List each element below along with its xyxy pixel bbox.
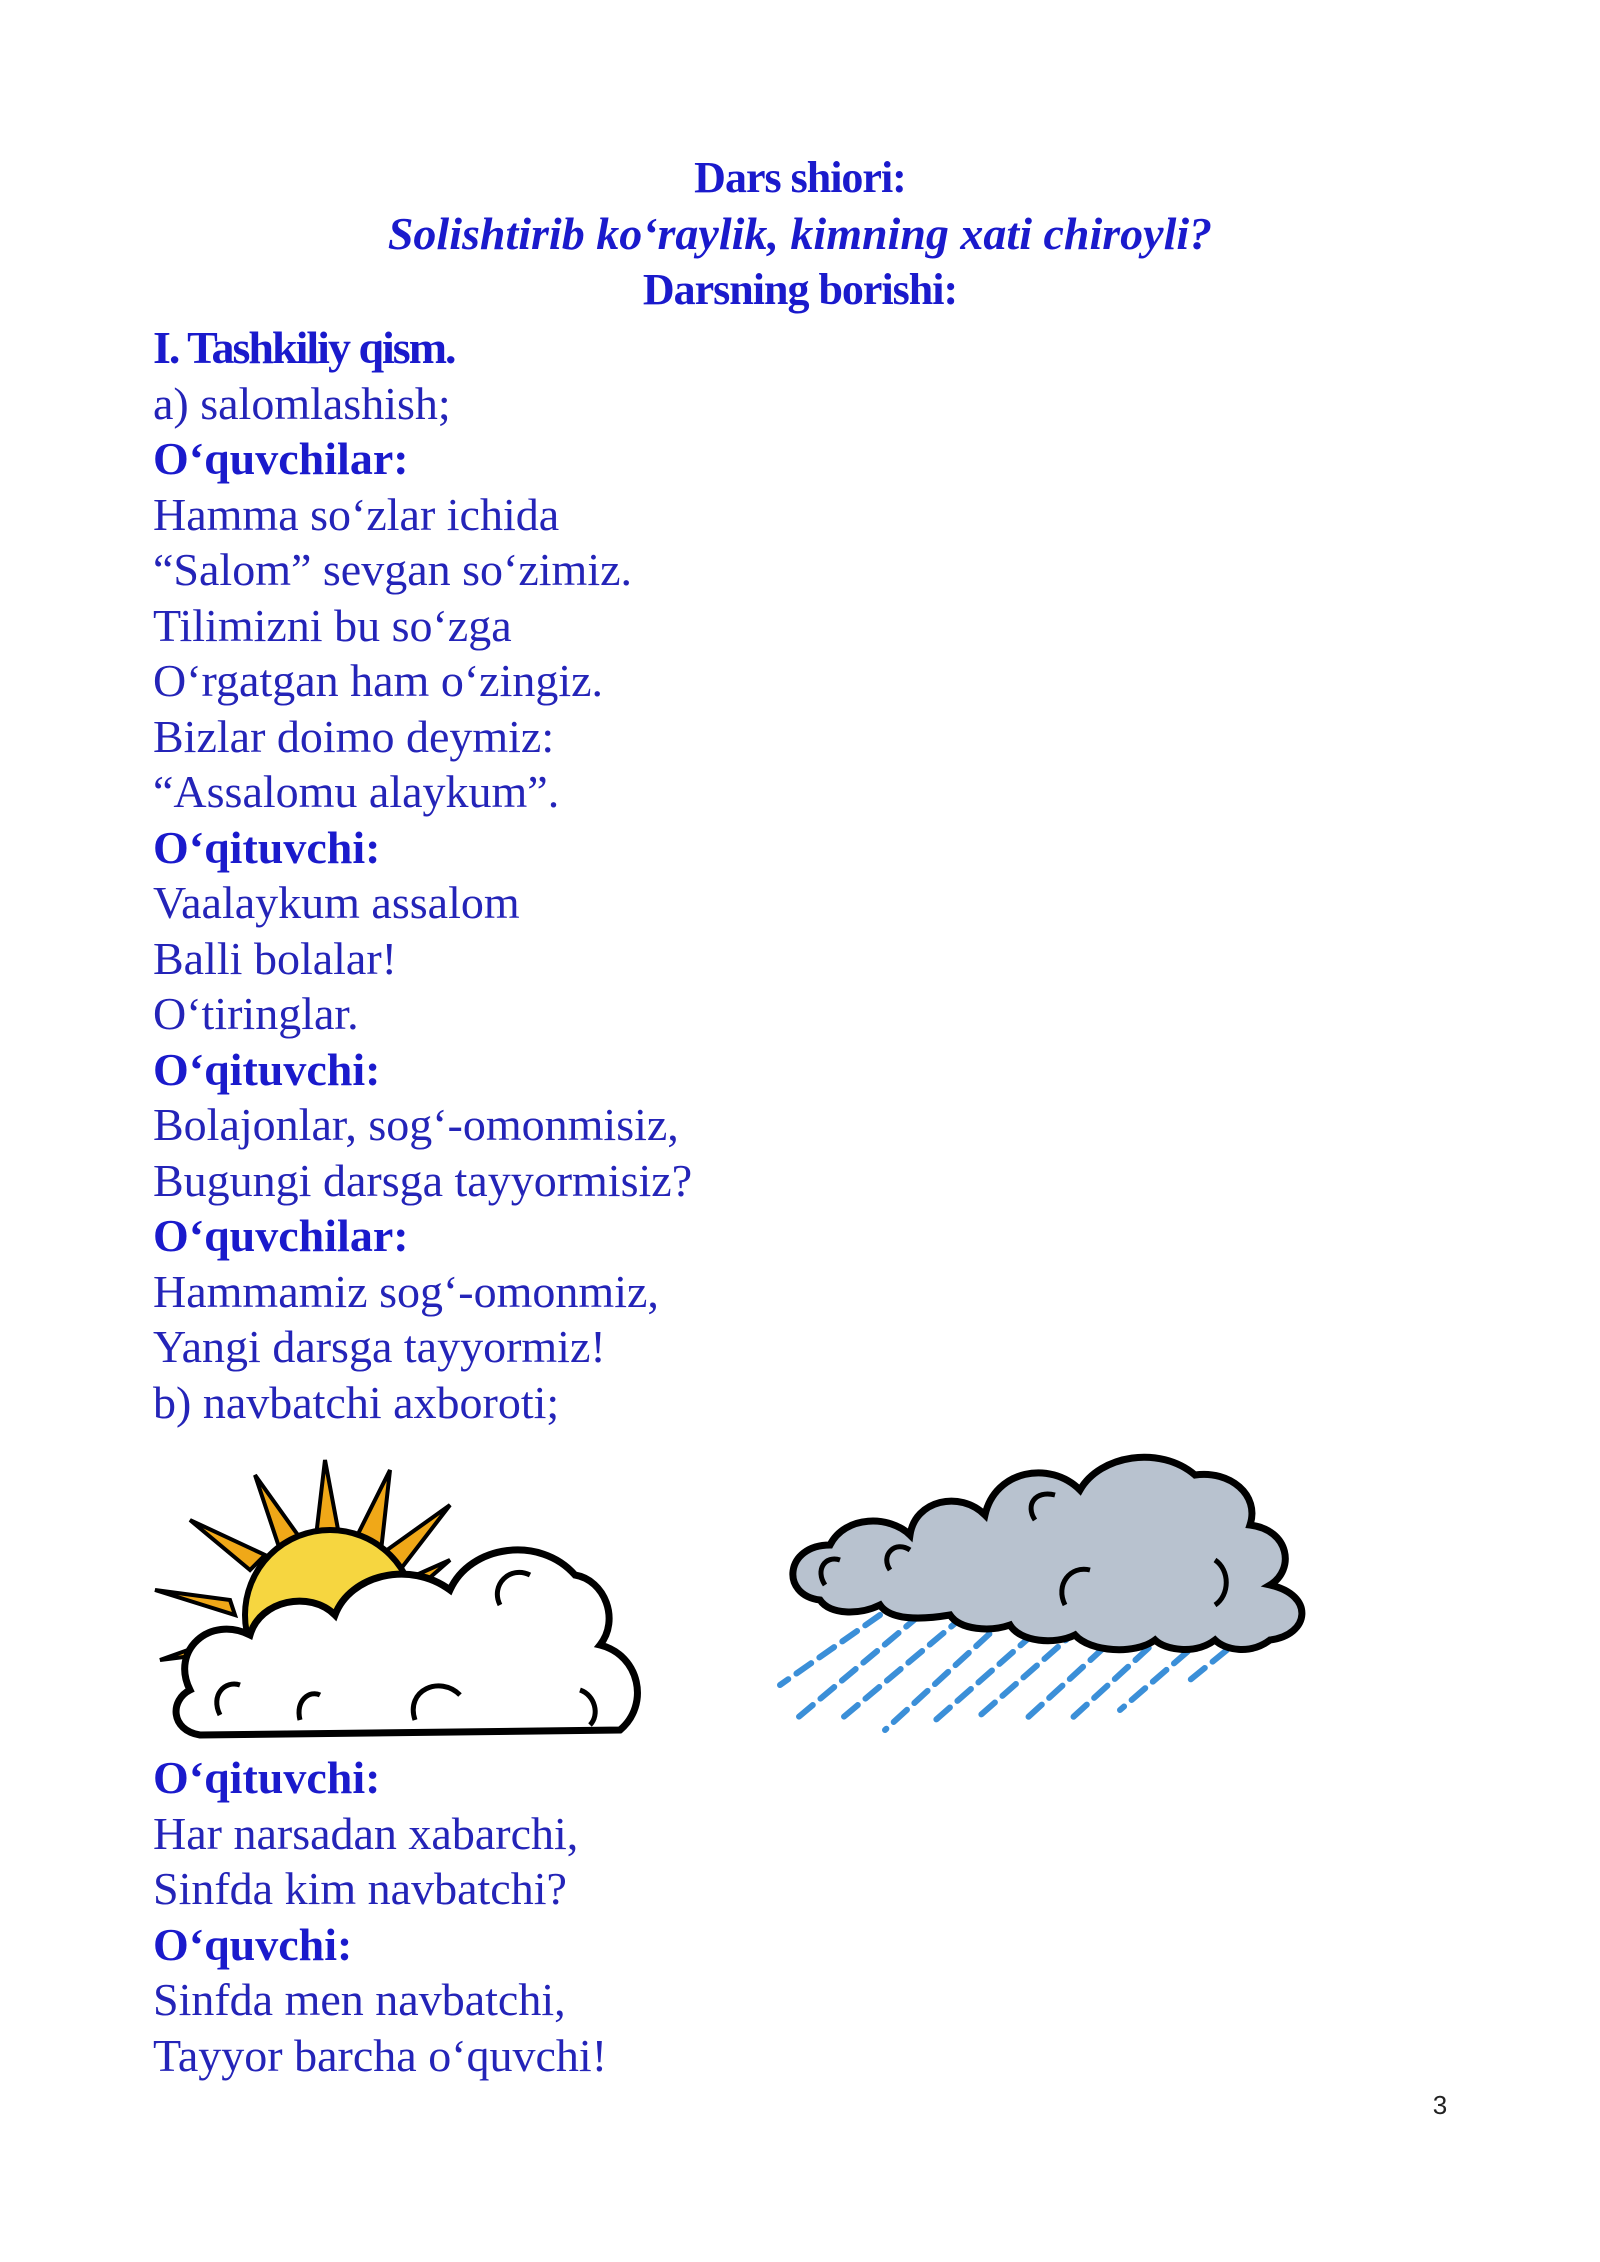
item-duty-report: b) navbatchi axboroti;: [153, 1376, 560, 1428]
speaker-label: O‘qituvchi:: [153, 1043, 381, 1095]
verse-line: Bugungi darsga tayyormisiz?: [153, 1154, 693, 1206]
speaker-label: O‘qituvchi:: [153, 1752, 381, 1803]
speaker-label: O‘quvchilar:: [153, 1210, 409, 1261]
verse-line: O‘rgatgan ham o‘zingiz.: [153, 655, 604, 706]
speaker-label: O‘quvchilar:: [153, 433, 409, 484]
sun-behind-cloud-icon: [150, 1450, 670, 1750]
page-number: 3: [1432, 2090, 1448, 2120]
verse-line: Har narsadan xabarchi,: [153, 1807, 579, 1859]
speaker-label: O‘qituvchi:: [153, 821, 381, 873]
verse-line: Tilimizni bu so‘zga: [153, 599, 512, 651]
verse-line: Yangi darsga tayyormiz!: [153, 1321, 606, 1372]
verse-line: “Assalomu alaykum”.: [153, 766, 560, 817]
cloud-shape: [176, 1550, 637, 1735]
verse-line: Sinfda men navbatchi,: [153, 1974, 566, 2025]
verse-line: Bizlar doimo deymiz:: [153, 710, 555, 762]
verse-line: Vaalaykum assalom: [153, 877, 520, 928]
verse-line: Bolajonlar, sog‘-omonmisiz,: [153, 1099, 679, 1150]
section-heading: I. Tashkiliy qism.: [153, 322, 455, 373]
speaker-label: O‘quvchi:: [153, 1918, 353, 1970]
lesson-body-part2: [153, 1750, 1053, 2083]
lesson-motto-title: Dars shiori:: [694, 153, 906, 202]
lesson-motto: Solishtirib ko‘raylik, kimning xati chiroyli?: [387, 208, 1213, 259]
rain-cloud-icon: [770, 1420, 1350, 1750]
verse-line: Tayyor barcha o‘quvchi!: [153, 2029, 608, 2081]
verse-line: Sinfda kim navbatchi?: [153, 1863, 567, 1914]
verse-line: “Salom” sevgan so‘zimiz.: [153, 544, 633, 595]
verse-line: Hammamiz sog‘-omonmiz,: [153, 1265, 659, 1317]
lesson-body-part1: [153, 320, 1053, 1430]
verse-line: Balli bolalar!: [153, 932, 397, 984]
item-greeting: a) salomlashish;: [153, 377, 451, 429]
verse-line: O‘tiringlar.: [153, 988, 359, 1039]
lesson-progress-title: Darsning borishi:: [642, 265, 958, 314]
verse-line: Hamma so‘zlar ichida: [153, 488, 560, 540]
lesson-header: [0, 150, 1600, 318]
